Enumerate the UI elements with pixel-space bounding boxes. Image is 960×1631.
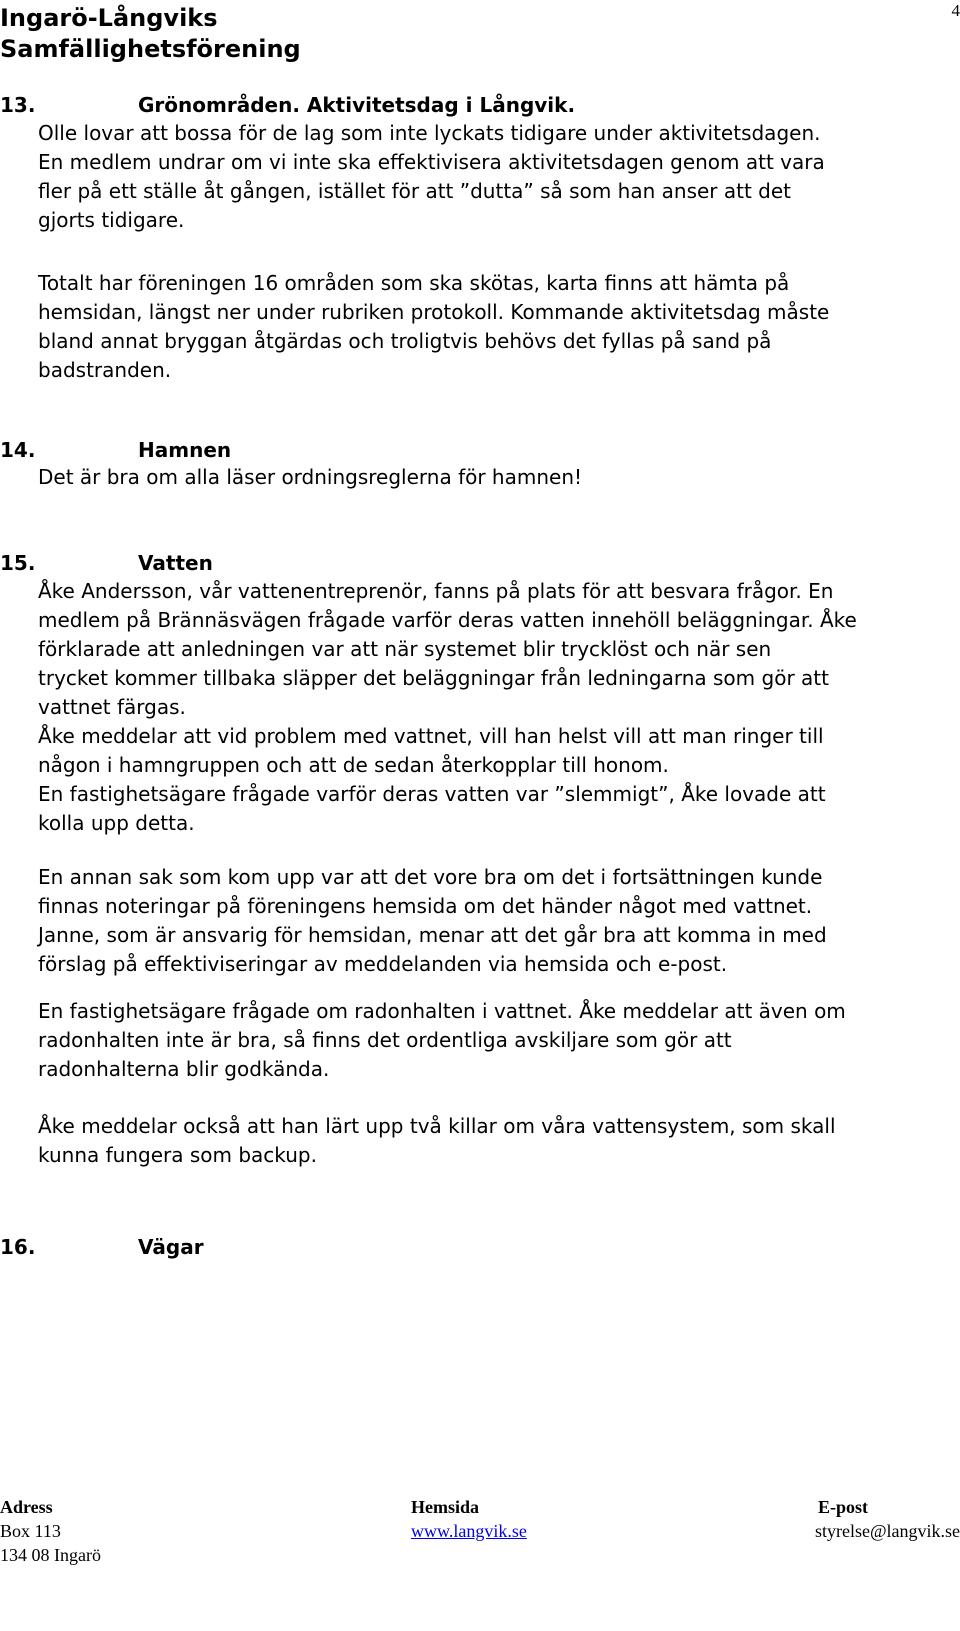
footer-email [815, 1495, 960, 1543]
text-line: Åke meddelar också att han lärt upp två killar om våra vattensystem, som skall [38, 1114, 836, 1138]
text-line: trycket kommer tillbaka släpper det beläggningar från ledningarna som gör att [38, 666, 829, 690]
section-14-title: Hamnen [138, 438, 232, 462]
text-line: En fastighetsägare frågade varför deras vatten var ”slemmigt”, Åke lovade att [38, 782, 826, 806]
footer-address-line1: Box 113 [0, 1521, 61, 1541]
text-line: Åke meddelar att vid problem med vattnet, vill han helst vill att man ringer till [38, 724, 824, 748]
page-number: 4 [951, 1, 960, 20]
text-line: gjorts tidigare. [38, 208, 185, 232]
text-line: hemsidan, längst ner under rubriken protokoll. Kommande aktivitetsdag måste [38, 300, 830, 324]
organization-name-line2: Samfällighetsförening [0, 35, 301, 63]
text-line: vattnet färgas. [38, 695, 186, 719]
text-line: bland annat bryggan åtgärdas och troligtvis behövs det fyllas på sand på [38, 329, 772, 353]
section-16-title: Vägar [138, 1235, 204, 1259]
section-15-paragraph-2 [38, 863, 960, 979]
footer-website-label: Hemsida [411, 1497, 480, 1517]
footer-address [0, 1495, 101, 1567]
text-line: En fastighetsägare frågade om radonhalten i vattnet. Åke meddelar att även om [38, 999, 846, 1023]
footer-address-label: Adress [0, 1497, 53, 1517]
text-line: fler på ett ställe åt gången, istället för att ”dutta” så som han anser att det [38, 179, 792, 203]
text-line: kolla upp detta. [38, 811, 195, 835]
section-14-paragraph-1 [38, 463, 960, 492]
text-line: Olle lovar att bossa för de lag som inte lyckats tidigare under aktivitetsdagen. [38, 121, 821, 145]
section-14-number: 14. [0, 438, 36, 462]
section-16-number: 16. [0, 1235, 36, 1259]
section-13-paragraph-2 [38, 269, 960, 385]
text-line: badstranden. [38, 358, 172, 382]
website-link[interactable]: www.langvik.se [411, 1521, 527, 1541]
text-line: Det är bra om alla läser ordningsreglerna för hamnen! [38, 465, 583, 489]
section-15-paragraph-3 [38, 997, 960, 1084]
section-15-title: Vatten [138, 551, 213, 575]
section-15-paragraph-1 [38, 577, 960, 838]
footer-website [411, 1495, 527, 1543]
text-line: En annan sak som kom upp var att det vore bra om det i fortsättningen kunde [38, 865, 823, 889]
footer-address-line2: 134 08 Ingarö [0, 1545, 101, 1565]
text-line: förslag på effektiviseringar av meddelanden via hemsida och e-post. [38, 952, 728, 976]
text-line: någon i hamngruppen och att de sedan återkopplar till honom. [38, 753, 669, 777]
footer-email-address: styrelse@langvik.se [814, 1521, 960, 1541]
text-line: Totalt har föreningen 16 områden som ska skötas, karta finns att hämta på [38, 271, 790, 295]
text-line: radonhalterna blir godkända. [38, 1057, 330, 1081]
footer-email-label: E-post [817, 1497, 868, 1517]
text-line: Janne, som är ansvarig för hemsidan, menar att det går bra att komma in med [38, 923, 827, 947]
section-15-number: 15. [0, 551, 36, 575]
organization-name-line1: Ingarö-Långviks [0, 4, 218, 32]
section-13-title: Grönområden. Aktivitetsdag i Långvik. [138, 93, 576, 117]
text-line: förklarade att anledningen var att när systemet blir trycklöst och när sen [38, 637, 772, 661]
section-15-paragraph-4 [38, 1112, 960, 1170]
text-line: En medlem undrar om vi inte ska effektivisera aktivitetsdagen genom att vara [38, 150, 825, 174]
text-line: Åke Andersson, vår vattenentreprenör, fanns på plats för att besvara frågor. En [38, 579, 834, 603]
text-line: kunna fungera som backup. [38, 1143, 317, 1167]
text-line: finnas noteringar på föreningens hemsida om det händer något med vattnet. [38, 894, 813, 918]
section-13-number: 13. [0, 93, 36, 117]
text-line: radonhalten inte är bra, så finns det ordentliga avskiljare som gör att [38, 1028, 732, 1052]
section-13-paragraph-1 [38, 119, 960, 235]
text-line: medlem på Brännäsvägen frågade varför deras vatten innehöll beläggningar. Åke [38, 608, 857, 632]
